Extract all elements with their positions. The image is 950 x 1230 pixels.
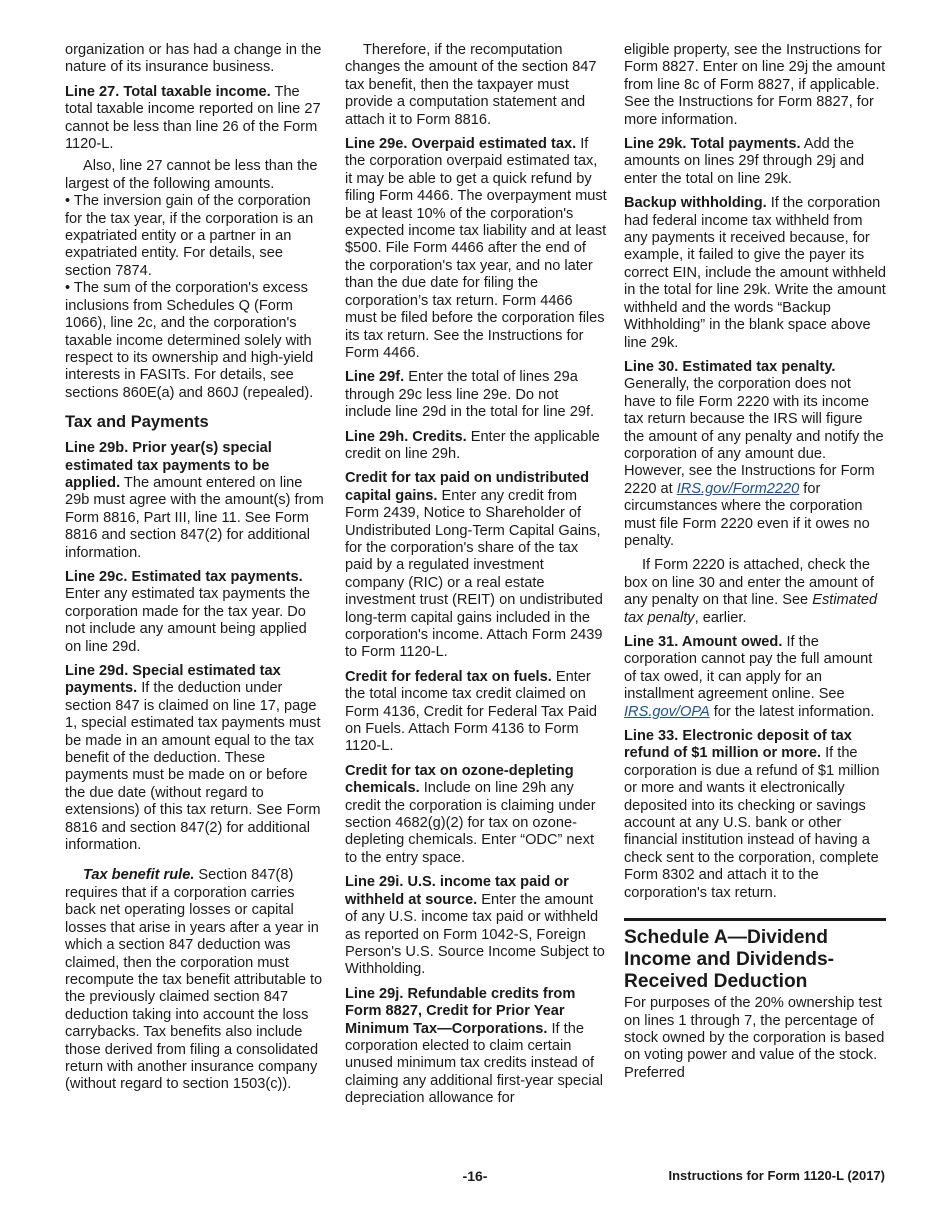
ozone-heading: Credit for tax on ozone-depleting chemicals. xyxy=(345,762,574,797)
paragraph-line31: Line 31. Amount owed. If the corporation cannot pay the full amount of tax owed, it can apply for an installment agreement online. See IRS.gov/OPA for the latest information. xyxy=(624,634,875,720)
bullet-icon: • xyxy=(65,280,74,297)
paragraph-line29j: Line 29j. Refundable credits from Form 8827, Credit for Prior Year Minimum Tax—Corporations. If the corporation elected to claim certain unused minimum tax credits instead of claiming any additional first-year special depreciation allowance for xyxy=(345,985,603,1107)
fuels-heading: Credit for federal tax on fuels. xyxy=(345,668,552,685)
page-number: -16- xyxy=(462,1168,488,1184)
line29h-heading: Line 29h. Credits. xyxy=(345,428,467,445)
paragraph-schedule-a: For purposes of the 20% ownership test on lines 1 through 7, the percentage of stock owned by the corporation is based on voting power and value of the stock. Preferred xyxy=(624,995,885,1081)
form2220-link[interactable]: IRS.gov/Form2220 xyxy=(676,480,800,497)
paragraph-line29f: Line 29f. Enter the total of lines 29a through 29c less line 29e. Do not include line 29d in the total for line 29f. xyxy=(345,369,595,421)
line29i-heading: Line 29i. U.S. income tax paid or withheld at source. xyxy=(345,874,569,908)
paragraph-backup-withholding: Backup withholding. If the corporation had federal income tax withheld from any payments it received because, for example, it failed to give the payer its correct EIN, include the amount withheld in the total for line 29k. Write the amount withheld and the words “Backup Withholding” in the blank space above line 29k. xyxy=(624,195,887,351)
column-3 xyxy=(624,42,886,1089)
paragraph-fuels: Credit for federal tax on fuels. Enter the total income tax credit claimed on Form 4136, Credit for Federal Tax Paid on Fuels. Attach Form 4136 to Form 1120-L. xyxy=(345,668,597,755)
line30-heading: Line 30. Estimated tax penalty. xyxy=(624,358,836,375)
list-item-bullet-1: • The inversion gain of the corporation for the tax year, if the corporation is an expatriated entity or a partner in an expatriated entity. For details, see section 7874. xyxy=(65,193,314,279)
line29b-heading: Line 29b. Prior year(s) special estimated tax payments to be applied. xyxy=(65,440,272,491)
paragraph-therefore: Therefore, if the recomputation changes the amount of the section 847 tax benefit, then the taxpayer must provide a computation statement and attach it to Form 8816. xyxy=(345,42,597,128)
paragraph-continued: eligible property, see the Instructions for Form 8827. Enter on line 29j the amount from line 8c of Form 8827, if applicable. See the Instructions for Form 8827, for more information. xyxy=(624,42,886,128)
paragraph-line29k: Line 29k. Total payments. Add the amounts on lines 29f through 29j and enter the total on line 29k. xyxy=(624,136,865,187)
paragraph-form2220-attached: If Form 2220 is attached, check the box on line 30 and enter the amount of any penalty on that line. See Estimated tax penalty, earlier. xyxy=(624,557,878,626)
paragraph-capital-gains: Credit for tax paid on undistributed capital gains. Enter any credit from Form 2439, Notice to Shareholder of Undistributed Long-Term Capital Gains, for the corporation's share of the tax paid by a regulated investment company (RIC) or a real estate investment trust (REIT) on undistributed long-term capital gains included in the corporation's income. Attach Form 2439 to Form 1120-L. xyxy=(345,470,603,661)
line31-heading: Line 31. Amount owed. xyxy=(624,634,783,650)
opa-link[interactable]: IRS.gov/OPA xyxy=(624,703,710,720)
backup-withholding-heading: Backup withholding. xyxy=(624,195,767,212)
line29f-heading: Line 29f. xyxy=(345,369,405,386)
paragraph-line33: Line 33. Electronic deposit of tax refund of $1 million or more. If the corporation is due a refund of $1 million or more and wants it electronically deposited into its checking or savings account at any U.S. bank or other financial institution instead of having a check sent to the corporation, complete Form 8302 and attach it to the corporation's tax return. xyxy=(624,728,880,901)
paragraph-line27: Line 27. Total taxable income. The total taxable income reported on line 27 cannot be less than line 26 of the Form 1120-L. xyxy=(65,83,321,153)
paragraph-ozone: Credit for tax on ozone-depleting chemicals. Include on line 29h any credit the corporation is claiming under section 4682(g)(2) for tax on ozone-depleting chemicals. Enter “ODC” next to the entry space. xyxy=(345,762,596,866)
list-item-bullet-2: • The sum of the corporation's excess inclusions from Schedules Q (Form 1066), line 2c, and the corporation's taxable income determined solely with respect to its ownership and high-yield interests in FASITs. For details, see sections 860E(a) and 860J (repealed). xyxy=(65,280,314,401)
line29k-heading: Line 29k. Total payments. xyxy=(624,136,801,153)
capital-gains-heading: Credit for tax paid on undistributed capital gains. xyxy=(345,470,590,504)
line29d-heading: Line 29d. Special estimated tax payments. xyxy=(65,663,281,697)
line29c-heading: Line 29c. Estimated tax payments. xyxy=(65,568,303,585)
tax-benefit-rule-heading: Tax benefit rule. xyxy=(83,867,195,884)
footer-form-title: Instructions for Form 1120-L (2017) xyxy=(668,1168,885,1183)
paragraph-line29d: Line 29d. Special estimated tax payments. If the deduction under section 847 is claimed on line 17, page 1, special estimated tax payments must be made in an amount equal to the tax benefit of the deduction. These payments must be made on or before the due date (without regard to extensions) of this tax return. See Form 8816 and section 847(2) for additional information. xyxy=(65,663,321,854)
paragraph-line29i: Line 29i. U.S. income tax paid or withheld at source. Enter the amount of any U.S. income tax paid or withheld as reported on Form 1042-S, Foreign Person's U.S. Source Income Subject to Withholding. xyxy=(345,874,605,978)
line29e-heading: Line 29e. Overpaid estimated tax. xyxy=(345,136,577,153)
paragraph-also: Also, line 27 cannot be less than the largest of the following amounts. xyxy=(65,158,318,192)
schedule-a-heading: Schedule A—Dividend Income and Dividends-Received Deduction xyxy=(624,927,835,993)
line33-heading: Line 33. Electronic deposit of tax refund of $1 million or more. xyxy=(624,728,852,762)
bullet-icon: • xyxy=(65,193,74,210)
section-heading-tax-payments: Tax and Payments xyxy=(65,413,209,432)
line27-heading: Line 27. Total taxable income. xyxy=(65,83,271,100)
column-1 xyxy=(65,42,327,1101)
column-2 xyxy=(345,42,607,1115)
paragraph-line29h: Line 29h. Credits. Enter the applicable credit on line 29h. xyxy=(345,428,600,462)
paragraph-line29c: Line 29c. Estimated tax payments. Enter any estimated tax payments the corporation made for the tax year. Do not include any amount being applied on line 29d. xyxy=(65,568,310,655)
paragraph-line30: Line 30. Estimated tax penalty. Generally, the corporation does not have to file Form 2220 with its income tax return because the IRS will figure the amount of any penalty and notify the corporation of any amount due. However, see the Instructions for Form 2220 at IRS.gov/Form2220 for circumstances where the corporation must file Form 2220 even if it owes no penalty. xyxy=(624,358,884,549)
paragraph-line29b: Line 29b. Prior year(s) special estimated tax payments to be applied. The amount entered on line 29b must agree with the amount(s) from Form 8816, Part III, line 11. See Form 8816 and section 847(2) for additional information. xyxy=(65,440,324,561)
paragraph-intro: organization or has had a change in the nature of its insurance business. xyxy=(65,42,322,76)
paragraph-tax-benefit-rule: Tax benefit rule. Section 847(8) requires that if a corporation carries back net operating losses or capital losses that arise in years after a year in which a section 847 deduction was claimed, then the corporation must recompute the tax benefit attributable to the previously claimed section 847 deduction taking into account the loss carrybacks. Tax benefits also include those derived from filing a consolidated return with another insurance company (without regard to section 1503(c)). xyxy=(65,867,323,1093)
section-divider xyxy=(624,918,886,921)
paragraph-line29e: Line 29e. Overpaid estimated tax. If the corporation overpaid estimated tax, it may be able to get a quick refund by filing Form 4466. The overpayment must be at least 10% of the corporation's expected income tax liability and at least $500. File Form 4466 after the end of the corporation's tax year, and no later than the due date for filing the corporation’s tax return. Form 4466 must be filed before the corporation files its tax return. See the Instructions for Form 4466. xyxy=(345,136,607,361)
line29j-heading: Line 29j. Refundable credits from Form 8827, Credit for Prior Year Minimum Tax—Corporations. xyxy=(345,985,576,1037)
